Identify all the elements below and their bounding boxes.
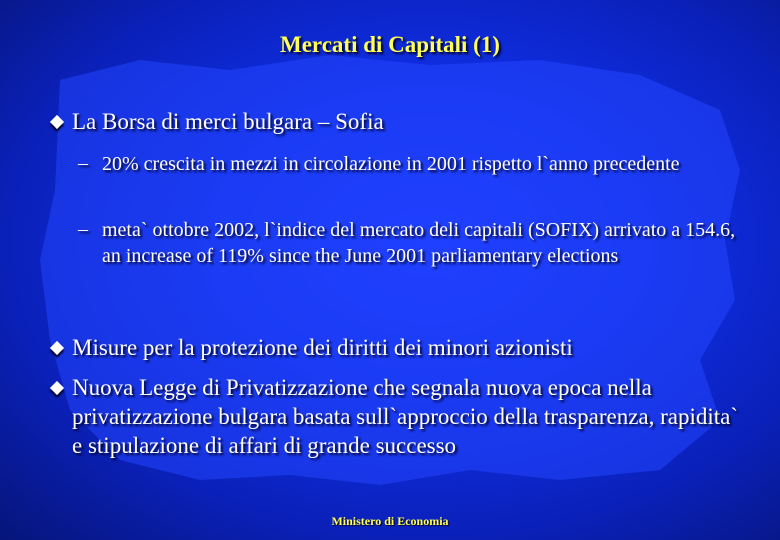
subitem-crescita: 20% crescita in mezzi in circolazione in 2001 rispetto l`anno precedente bbox=[102, 153, 680, 175]
footer-ministero: Ministero di Economia bbox=[331, 514, 449, 528]
dash-icon: – bbox=[78, 218, 88, 240]
bullet-borsa: La Borsa di merci bulgara – Sofia bbox=[72, 109, 384, 134]
bullet-privatizzazione: Nuova Legge di Privatizzazione che segnala nuova epoca nella privatizzazione bulgara basata sull`approccio della trasparenza, rapidita` e stipulazione di affari di grande successo bbox=[72, 375, 739, 458]
dash-icon: – bbox=[78, 152, 88, 174]
slide-title: Mercati di Capitali (1) bbox=[280, 32, 500, 57]
bullet-misure: Misure per la protezione dei diritti dei minori azionisti bbox=[72, 335, 573, 360]
subitem-sofix: meta` ottobre 2002, l`indice del mercato deli capitali (SOFIX) arrivato a 154.6, an increase of 119% since the June 2001 parliamentary elections bbox=[102, 219, 736, 267]
